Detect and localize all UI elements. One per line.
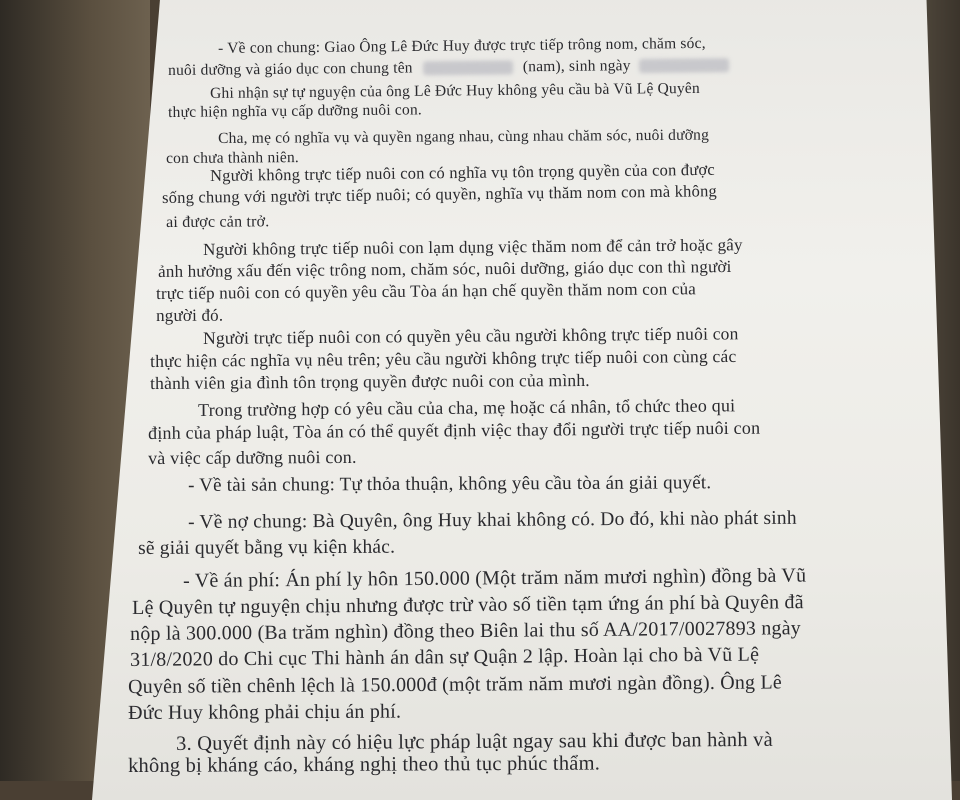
redacted-date (639, 59, 729, 74)
doc-line: định của pháp luật, Tòa án có thể quyết định việc thay đổi người trực tiếp nuôi con (148, 417, 761, 443)
doc-line: nộp là 300.000 (Ba trăm nghìn) đồng theo Biên lai thu số AA/2017/0027893 ngày (130, 617, 802, 645)
doc-line: và việc cấp dưỡng nuôi con. (148, 446, 357, 468)
doc-line: sống chung với người trực tiếp nuôi; có quyền, nghĩa vụ thăm nom con mà không (162, 181, 718, 207)
doc-line-with-redaction (168, 56, 729, 80)
doc-line: - Về con chung: Giao Ông Lê Đức Huy được trực tiếp trông nom, chăm sóc, (218, 34, 706, 57)
doc-line: trực tiếp nuôi con có quyền yêu cầu Tòa án hạn chế quyền thăm nom con của (156, 279, 697, 303)
doc-line: - Về nợ chung: Bà Quyên, ông Huy khai không có. Do đó, khi nào phát sinh (188, 507, 797, 533)
doc-line: 3. Quyết định này có hiệu lực pháp luật ngay sau khi được ban hành và (176, 728, 773, 755)
redacted-name (423, 61, 513, 76)
doc-line: - Về án phí: Án phí ly hôn 150.000 (Một trăm năm mươi nghìn) đồng bà Vũ (183, 564, 807, 592)
doc-line: Lệ Quyên tự nguyện chịu nhưng được trừ vào số tiền tạm ứng án phí bà Quyên đã (132, 591, 804, 619)
doc-line: Quyên số tiền chênh lệch là 150.000đ (một trăm năm mươi ngàn đồng). Ông Lê (128, 671, 782, 698)
doc-line-part: nuôi dưỡng và giáo dục con chung tên (168, 59, 413, 79)
doc-line: Ghi nhận sự tự nguyện của ông Lê Đức Huy không yêu cầu bà Vũ Lệ Quyên (210, 79, 700, 102)
doc-line: Người trực tiếp nuôi con có quyền yêu cầu người không trực tiếp nuôi con (203, 323, 739, 348)
doc-line: sẽ giải quyết bằng vụ kiện khác. (138, 536, 396, 559)
doc-line: thành viên gia đình tôn trọng quyền được nuôi con của mình. (150, 369, 590, 393)
doc-line: Người không trực tiếp nuôi con có nghĩa vụ tôn trọng quyền của con được (210, 159, 715, 185)
doc-line: thực hiện các nghĩa vụ nêu trên; yêu cầu người không trực tiếp nuôi con cùng các (150, 345, 737, 371)
doc-line: ảnh hưởng xấu đến việc trông nom, chăm sóc, nuôi dưỡng, giáo dục con thì người (158, 256, 732, 281)
doc-line: không bị kháng cáo, kháng nghị theo thủ tục phúc thẩm. (128, 752, 601, 777)
doc-line: 31/8/2020 do Chi cục Thi hành án dân sự Quận 2 lập. Hoàn lại cho bà Vũ Lệ (130, 643, 760, 671)
doc-line-part: (nam), sinh ngày (522, 57, 631, 76)
doc-line: Trong trường hợp có yêu cầu của cha, mẹ hoặc cá nhân, tổ chức theo qui (198, 395, 736, 420)
doc-line: - Về tài sản chung: Tự thỏa thuận, không yêu cầu tòa án giải quyết. (188, 472, 712, 496)
doc-line: Đức Huy không phải chịu án phí. (128, 700, 402, 724)
doc-line: con chưa thành niên. (166, 149, 300, 167)
doc-line: Người không trực tiếp nuôi con lạm dụng việc thăm nom để cản trở hoặc gây (203, 235, 743, 259)
doc-line: Cha, mẹ có nghĩa vụ và quyền ngang nhau, cùng nhau chăm sóc, nuôi dưỡng (218, 126, 710, 147)
doc-line: người đó. (156, 305, 224, 325)
doc-line: ai được cản trở. (166, 213, 270, 231)
doc-line: thực hiện nghĩa vụ cấp dưỡng nuôi con. (168, 101, 423, 121)
